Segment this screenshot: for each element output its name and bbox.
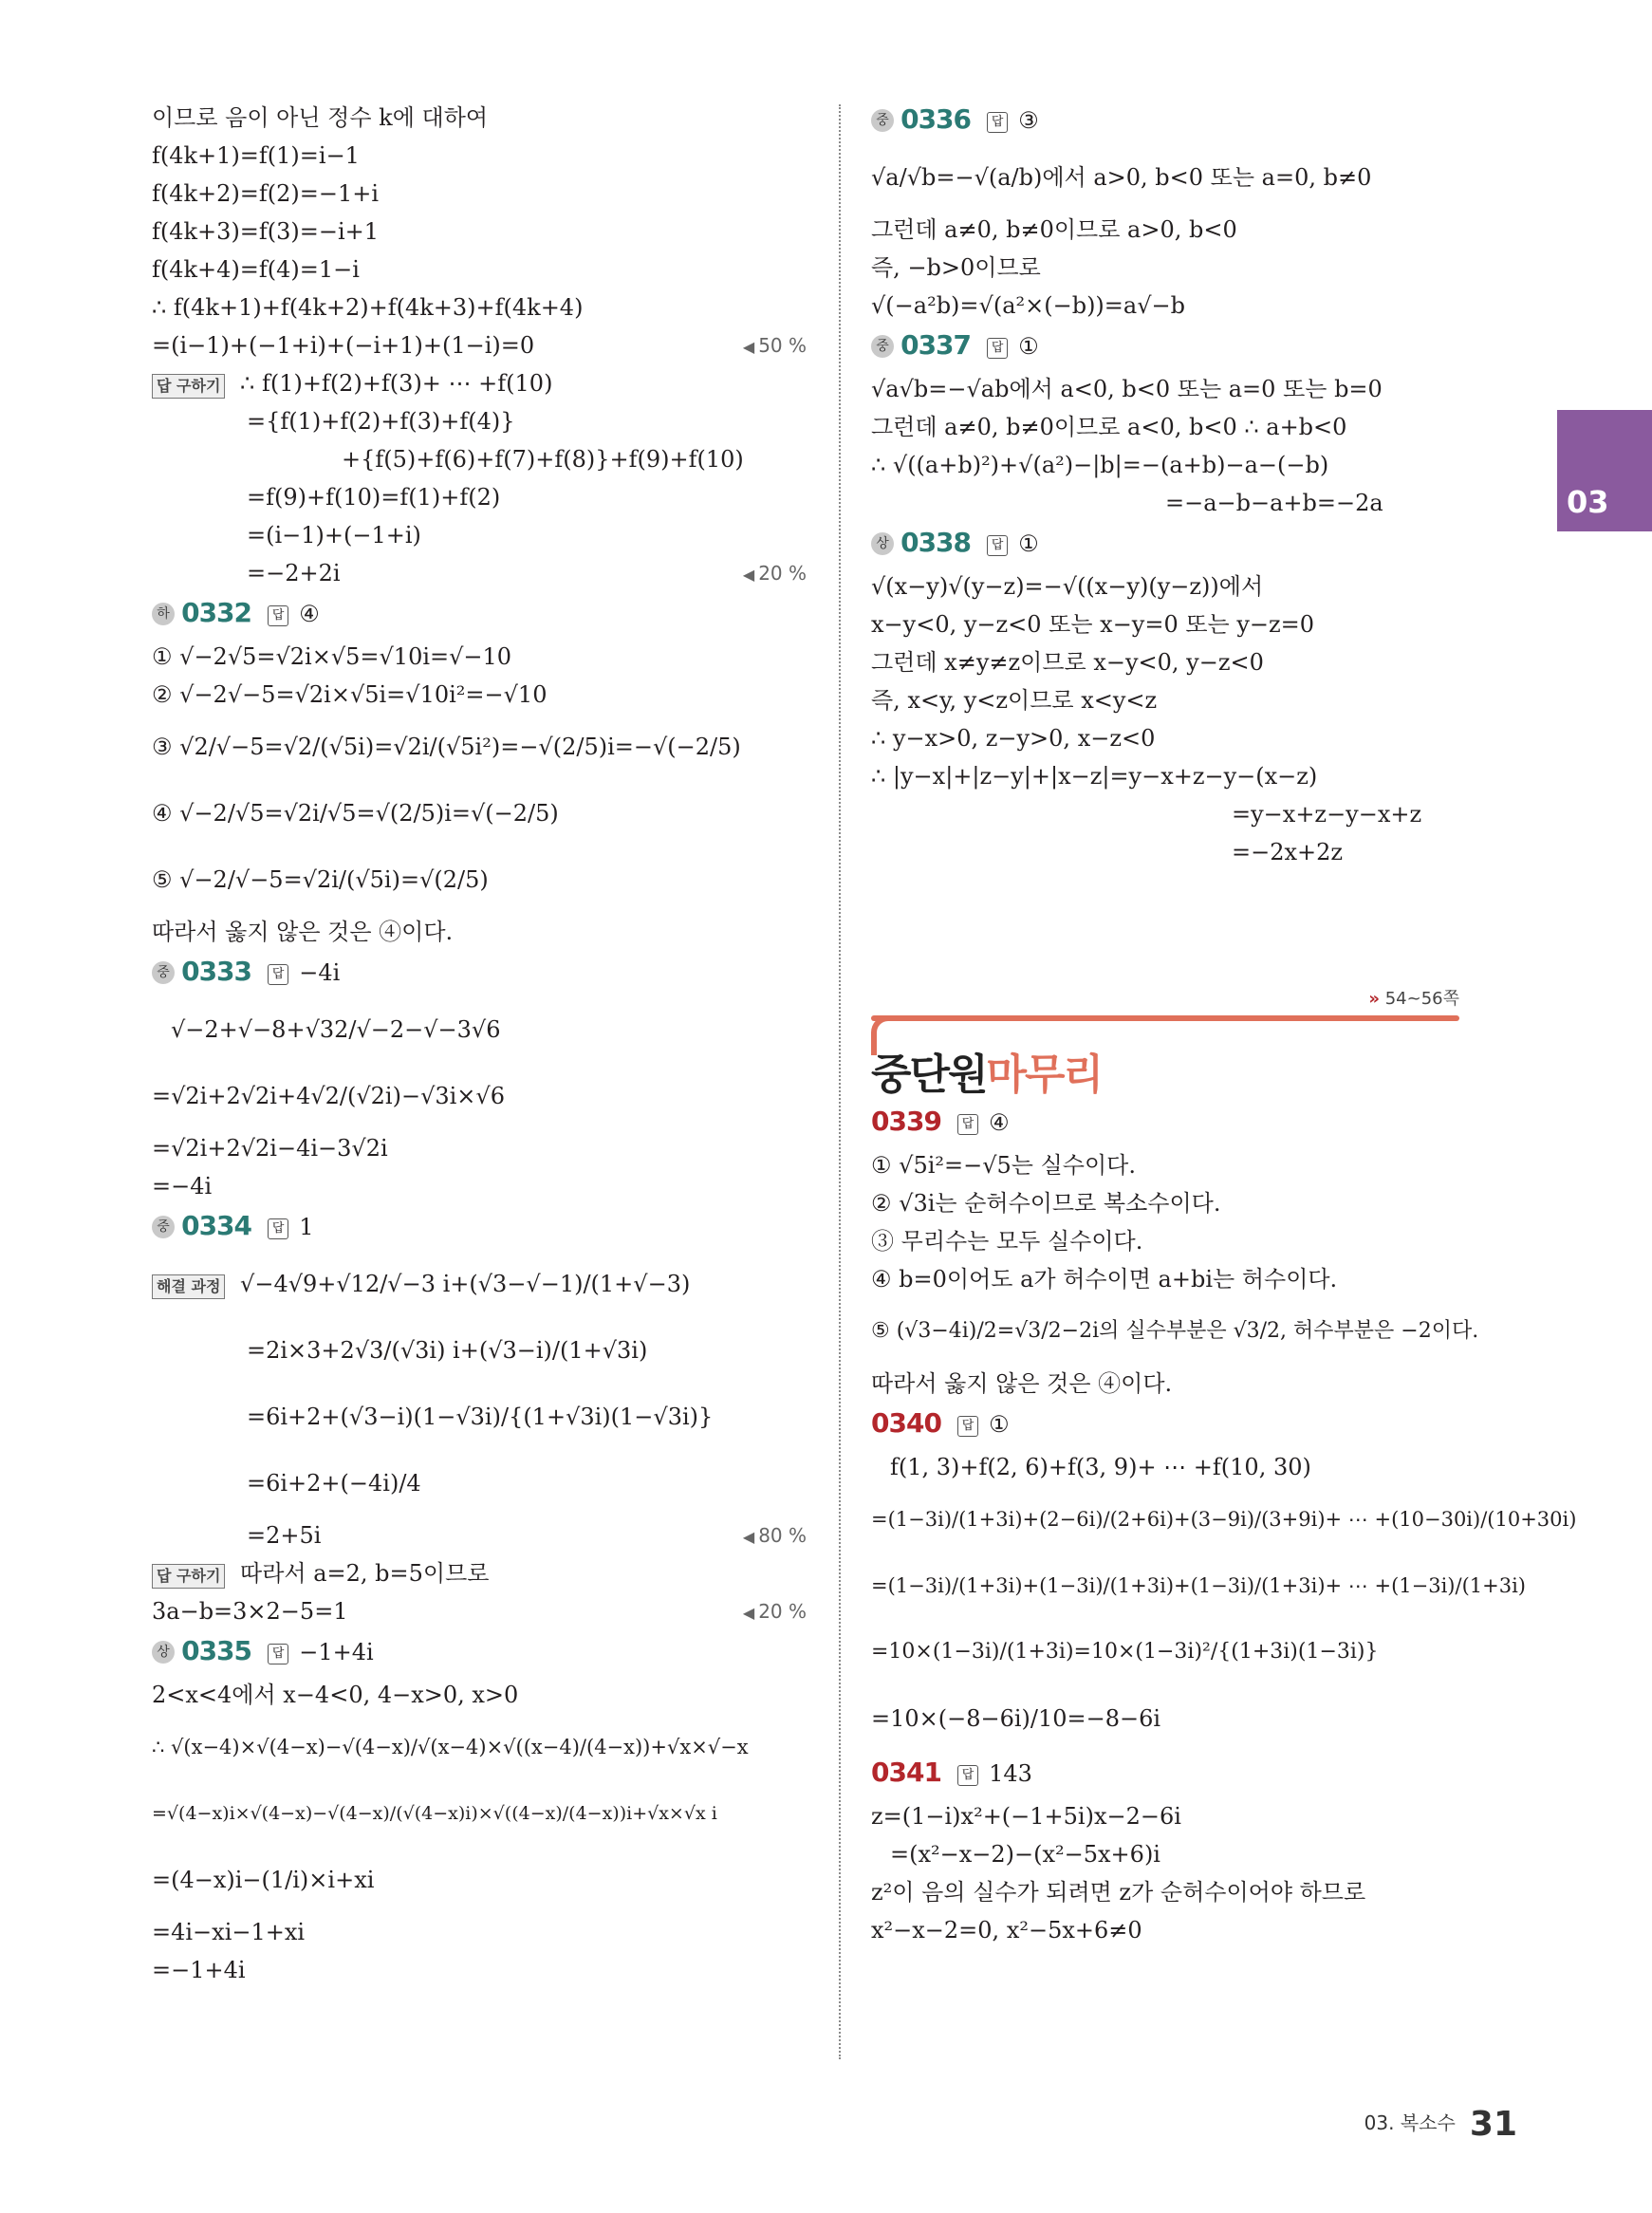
intro-line-with-score bbox=[152, 326, 807, 364]
solution-line: 따라서 옳지 않은 것은 ④이다. bbox=[152, 919, 454, 945]
problem-0339 bbox=[871, 1101, 1535, 1403]
intro-line: f(4k+3)=f(3)=−i+1 bbox=[152, 218, 380, 245]
solution-line: 그런데 a≠0, b≠0이므로 a<0, b<0 ∴ a+b<0 bbox=[871, 414, 1347, 440]
problem-0333 bbox=[152, 951, 807, 1205]
solution-line: =(1−3i)/(1+3i)+(1−3i)/(1+3i)+(1−3i)/(1+3i)+ ⋯ +(1−3i)/(1+3i) bbox=[871, 1574, 1526, 1597]
solution-line: =√2i+2√2i+4√2/(√2i)−√3i×√6 bbox=[152, 1083, 505, 1109]
answer-tag-icon: 답 bbox=[268, 1218, 288, 1239]
problem-0337 bbox=[871, 325, 1535, 522]
solve-line bbox=[152, 364, 807, 402]
score-percent-text: 20 % bbox=[758, 1600, 807, 1623]
difficulty-badge: 중 bbox=[871, 109, 894, 132]
section-page-ref bbox=[871, 985, 1459, 1010]
problem-0340 bbox=[871, 1403, 1577, 1752]
solution-line bbox=[152, 1251, 807, 1317]
solution-line: =√2i+2√2i−4i−3√2i bbox=[152, 1135, 388, 1162]
problem-number: 0333 bbox=[181, 956, 252, 987]
problem-number: 0339 bbox=[871, 1106, 941, 1137]
solution-line: ④ √−2/√5=√2i/√5=√(2/5)i=√(−2/5) bbox=[152, 800, 559, 827]
solution-line: =2i×3+2√3/(√3i) i+(√3−i)/(1+√3i) bbox=[247, 1337, 648, 1364]
answer-tag-icon: 답 bbox=[268, 1644, 288, 1664]
score-percent-text: 80 % bbox=[758, 1524, 807, 1547]
answer-value: ① bbox=[1018, 530, 1039, 557]
solution-line: √(x−y)√(y−z)=−√((x−y)(y−z))에서 bbox=[871, 573, 1264, 600]
intro-line: ∴ f(4k+1)+f(4k+2)+f(4k+3)+f(4k+4) bbox=[152, 294, 584, 321]
chapter-name: 03. 복소수 bbox=[1364, 2111, 1456, 2134]
solution-line: √a/√b=−√(a/b)에서 a>0, b<0 또는 a=0, b≠0 bbox=[871, 164, 1372, 191]
answer-value: −4i bbox=[299, 959, 341, 986]
problem-header bbox=[152, 592, 807, 638]
solve-text: =−2+2i bbox=[247, 560, 341, 586]
problem-number: 0334 bbox=[181, 1210, 252, 1241]
solve-line: =f(9)+f(10)=f(1)+f(2) bbox=[247, 484, 501, 511]
answer-value: 1 bbox=[299, 1214, 314, 1240]
solution-line: ① √5i²=−√5는 실수이다. bbox=[871, 1152, 1136, 1179]
difficulty-badge: 하 bbox=[152, 603, 175, 625]
solution-line: =−4i bbox=[152, 1173, 213, 1199]
solve-text: 따라서 a=2, b=5이므로 bbox=[240, 1560, 490, 1587]
answer-tag-icon: 답 bbox=[987, 338, 1008, 359]
problem-0336 bbox=[871, 99, 1535, 325]
solution-line: 즉, −b>0이므로 bbox=[871, 254, 1041, 281]
solution-line: =(4−x)i−(1/i)×i+xi bbox=[152, 1867, 375, 1893]
answer-tag-icon: 답 bbox=[957, 1416, 978, 1437]
problem-number: 0341 bbox=[871, 1757, 941, 1788]
solution-line: =−2x+2z bbox=[1232, 839, 1344, 865]
process-label: 해결 과정 bbox=[152, 1274, 225, 1299]
problem-number: 0335 bbox=[181, 1635, 252, 1666]
solve-line bbox=[152, 1554, 807, 1592]
solve-line: ={f(1)+f(2)+f(3)+f(4)} bbox=[247, 408, 515, 435]
section-title-main: 중단원 bbox=[871, 1051, 987, 1099]
answer-value: ① bbox=[989, 1411, 1010, 1438]
solution-line: √a√b=−√ab에서 a<0, b<0 또는 a=0 또는 b=0 bbox=[871, 376, 1383, 402]
solution-text: =2+5i bbox=[247, 1522, 322, 1549]
right-column bbox=[871, 99, 1577, 1949]
intro-block bbox=[152, 99, 807, 592]
problem-number: 0337 bbox=[900, 329, 972, 361]
problem-header bbox=[871, 325, 1535, 370]
answer-tag-icon: 답 bbox=[987, 112, 1008, 133]
answer-tag-icon: 답 bbox=[957, 1114, 978, 1135]
solution-line: ② √−2√−5=√2i×√5i=√10i²=−√10 bbox=[152, 681, 548, 708]
problem-header bbox=[152, 1630, 807, 1676]
page-footer bbox=[1364, 2105, 1517, 2144]
solution-line: z=(1−i)x²+(−1+5i)x−2−6i bbox=[871, 1803, 1181, 1830]
solution-line: ④ b=0이어도 a가 허수이면 a+bi는 허수이다. bbox=[871, 1266, 1338, 1292]
solution-line: 즉, x<y, y<z이므로 x<y<z bbox=[871, 687, 1158, 714]
section-page-ref-text: 54~56쪽 bbox=[1384, 989, 1459, 1009]
solution-line: ⑤ (√3−4i)/2=√3/2−2i의 실수부분은 √3/2, 허수부분은 −2이다. bbox=[871, 1319, 1479, 1343]
solve-line-with-score bbox=[152, 554, 807, 592]
triangle-left-icon: ◀ bbox=[742, 338, 755, 356]
answer-value: ④ bbox=[989, 1109, 1010, 1136]
triangle-left-icon: ◀ bbox=[742, 1604, 755, 1622]
problem-number: 0340 bbox=[871, 1407, 941, 1439]
solution-line: =4i−xi−1+xi bbox=[152, 1919, 306, 1945]
solve-line: =(i−1)+(−1+i) bbox=[247, 522, 421, 549]
solution-line: f(1, 3)+f(2, 6)+f(3, 9)+ ⋯ +f(10, 30) bbox=[890, 1454, 1311, 1480]
intro-line: 이므로 음이 아닌 정수 k에 대하여 bbox=[152, 104, 489, 131]
difficulty-badge: 중 bbox=[152, 961, 175, 984]
solution-line: =(1−3i)/(1+3i)+(2−6i)/(2+6i)+(3−9i)/(3+9i)+ ⋯ +(10−30i)/(10+30i) bbox=[871, 1508, 1577, 1531]
solution-line: ③ 무리수는 모두 실수이다. bbox=[871, 1228, 1143, 1255]
score-percent-text: 50 % bbox=[758, 334, 807, 357]
answer-value: ③ bbox=[1018, 107, 1039, 134]
solution-line: =6i+2+(√3−i)(1−√3i)/{(1+√3i)(1−√3i)} bbox=[247, 1404, 714, 1430]
section-rule bbox=[871, 1015, 1459, 1021]
section-header bbox=[871, 1015, 1459, 1101]
problem-header bbox=[152, 951, 807, 996]
difficulty-badge: 상 bbox=[152, 1641, 175, 1664]
problem-header bbox=[152, 1205, 807, 1251]
intro-line: f(4k+4)=f(4)=1−i bbox=[152, 256, 360, 283]
column-divider bbox=[839, 104, 841, 2059]
answer-value: ④ bbox=[299, 601, 320, 627]
solution-line: z²이 음의 실수가 되려면 z가 순허수이어야 하므로 bbox=[871, 1879, 1366, 1906]
answer-value: 143 bbox=[989, 1760, 1032, 1787]
solution-line: √−2+√−8+√32/√−2−√−3√6 bbox=[171, 1016, 501, 1043]
solution-line: ∴ y−x>0, z−y>0, x−z<0 bbox=[871, 725, 1156, 752]
score-percent bbox=[743, 1516, 807, 1556]
score-percent bbox=[743, 1592, 807, 1632]
answer-tag-icon: 답 bbox=[268, 605, 288, 626]
solution-line: =−1+4i bbox=[152, 1957, 246, 1983]
solution-line: 그런데 x≠y≠z이므로 x−y<0, y−z<0 bbox=[871, 649, 1264, 676]
solution-line: ① √−2√5=√2i×√5=√10i=√−10 bbox=[152, 643, 512, 670]
solution-line: ∴ √((a+b)²)+√(a²)−|b|=−(a+b)−a−(−b) bbox=[871, 452, 1329, 478]
section-title-accent: 마무리 bbox=[986, 1051, 1103, 1099]
section-title bbox=[871, 1040, 1102, 1101]
problem-0332 bbox=[152, 592, 807, 951]
double-chevron-icon: » bbox=[1368, 989, 1380, 1009]
solution-line: √(−a²b)=√(a²×(−b))=a√−b bbox=[871, 292, 1185, 319]
left-column bbox=[152, 99, 807, 1989]
answer-tag-icon: 답 bbox=[987, 535, 1008, 556]
page-number: 31 bbox=[1469, 2105, 1517, 2144]
score-percent bbox=[743, 554, 807, 594]
problem-0334 bbox=[152, 1205, 807, 1630]
problem-header bbox=[871, 1101, 1535, 1146]
solution-line: 그런데 a≠0, b≠0이므로 a>0, b<0 bbox=[871, 216, 1237, 243]
problem-0335 bbox=[152, 1630, 807, 1989]
solution-line: =6i+2+(−4i)/4 bbox=[247, 1470, 421, 1497]
score-percent-text: 20 % bbox=[758, 562, 807, 585]
solve-label: 답 구하기 bbox=[152, 374, 225, 399]
solution-text: √−4√9+√12/√−3 i+(√3−√−1)/(1+√−3) bbox=[240, 1271, 691, 1297]
solution-line-with-score bbox=[152, 1516, 807, 1554]
solution-line: 2<x<4에서 x−4<0, 4−x>0, x>0 bbox=[152, 1682, 519, 1708]
answer-tag-icon: 답 bbox=[268, 964, 288, 985]
solution-line: x−y<0, y−z<0 또는 x−y=0 또는 y−z=0 bbox=[871, 611, 1315, 638]
score-percent bbox=[743, 326, 807, 366]
solve-line-with-score bbox=[152, 1592, 807, 1630]
solution-line: ∴ √(x−4)×√(4−x)−√(4−x)/√(x−4)×√((x−4)/(4−x))+√x×√−x bbox=[152, 1736, 749, 1758]
difficulty-badge: 중 bbox=[871, 335, 894, 358]
solve-line: +{f(5)+f(6)+f(7)+f(8)}+f(9)+f(10) bbox=[342, 446, 744, 473]
solution-line: ∴ |y−x|+|z−y|+|x−z|=y−x+z−y−(x−z) bbox=[871, 763, 1318, 790]
answer-value: −1+4i bbox=[299, 1639, 374, 1665]
chapter-tab-label: 03 bbox=[1567, 484, 1609, 520]
problem-number: 0338 bbox=[900, 527, 972, 558]
problem-0341 bbox=[871, 1752, 1535, 1949]
problem-0338 bbox=[871, 522, 1535, 871]
answer-tag-icon: 답 bbox=[957, 1765, 978, 1786]
solution-line: =y−x+z−y−x+z bbox=[1232, 801, 1422, 828]
intro-line: f(4k+2)=f(2)=−1+i bbox=[152, 180, 380, 207]
solve-text: ∴ f(1)+f(2)+f(3)+ ⋯ +f(10) bbox=[240, 370, 553, 397]
difficulty-badge: 상 bbox=[871, 532, 894, 555]
problem-number: 0336 bbox=[900, 103, 972, 135]
intro-line: =(i−1)+(−1+i)+(−i+1)+(1−i)=0 bbox=[152, 332, 535, 359]
problem-header bbox=[871, 99, 1535, 144]
problem-header bbox=[871, 1752, 1535, 1797]
answer-value: ① bbox=[1018, 333, 1039, 360]
solution-line: x²−x−2=0, x²−5x+6≠0 bbox=[871, 1917, 1142, 1943]
solve-text: 3a−b=3×2−5=1 bbox=[152, 1598, 348, 1625]
chapter-tab bbox=[1557, 410, 1652, 531]
solve-label: 답 구하기 bbox=[152, 1564, 225, 1589]
problem-header bbox=[871, 1403, 1535, 1448]
solution-line: ③ √2/√−5=√2/(√5i)=√2i/(√5i²)=−√(2/5)i=−√(−2/5) bbox=[152, 734, 741, 760]
solution-line: ⑤ √−2/√−5=√2i/(√5i)=√(2/5) bbox=[152, 866, 489, 893]
triangle-left-icon: ◀ bbox=[742, 566, 755, 584]
solution-line: =−a−b−a+b=−2a bbox=[1165, 490, 1383, 516]
solution-line: =10×(1−3i)/(1+3i)=10×(1−3i)²/{(1+3i)(1−3i)} bbox=[871, 1640, 1379, 1664]
problem-number: 0332 bbox=[181, 597, 252, 628]
solution-line: =(x²−x−2)−(x²−5x+6)i bbox=[890, 1841, 1160, 1868]
solution-line: 따라서 옳지 않은 것은 ④이다. bbox=[871, 1370, 1173, 1397]
solution-line: =10×(−8−6i)/10=−8−6i bbox=[871, 1705, 1161, 1732]
problem-header bbox=[871, 522, 1535, 567]
triangle-left-icon: ◀ bbox=[742, 1528, 755, 1546]
solution-line: =√(4−x)i×√(4−x)−√(4−x)/(√(4−x)i)×√((4−x)/(4−x))i+√x×√x i bbox=[152, 1803, 717, 1824]
solution-line: ② √3i는 순허수이므로 복소수이다. bbox=[871, 1190, 1221, 1217]
intro-line: f(4k+1)=f(1)=i−1 bbox=[152, 142, 360, 169]
difficulty-badge: 중 bbox=[152, 1216, 175, 1238]
